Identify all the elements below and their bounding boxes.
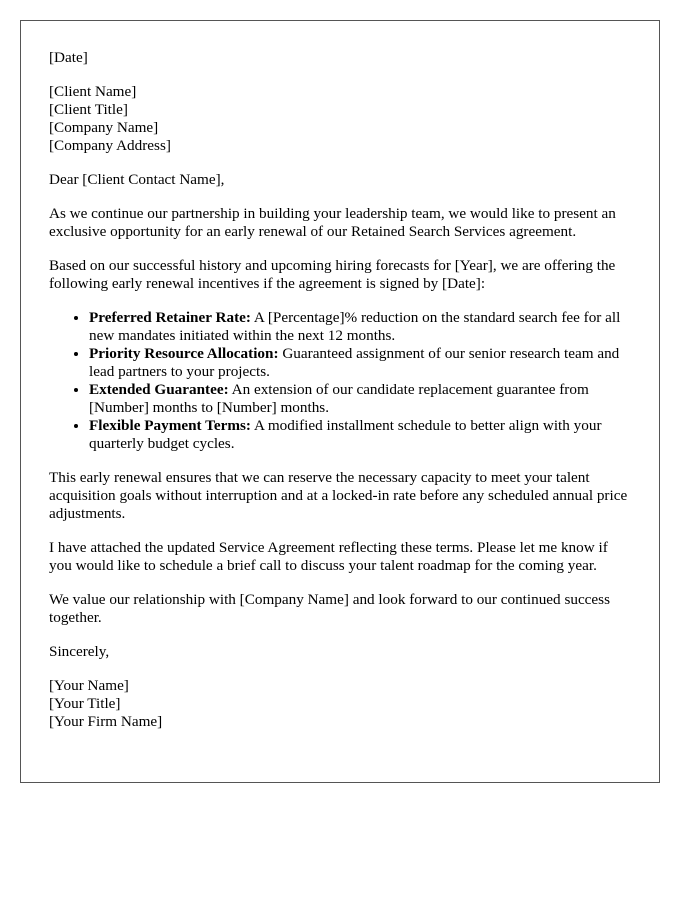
recipient-name: [Client Name]	[49, 83, 137, 100]
sender-name: [Your Name]	[49, 677, 129, 694]
recipient-address: [Company Address]	[49, 137, 171, 154]
offer-paragraph: Based on our successful history and upcoming hiring forecasts for [Year], we are offering the following early renewal incentives if the agreement is signed by [Date]:	[49, 257, 616, 292]
letter	[20, 20, 660, 783]
signoff: Sincerely,	[49, 643, 110, 660]
date-line	[49, 49, 631, 67]
relationship-paragraph: We value our relationship with [Company Name] and look forward to our continued success together.	[49, 591, 610, 626]
letter-date: [Date]	[49, 49, 88, 66]
capacity-paragraph: This early renewal ensures that we can reserve the necessary capacity to meet your talent acquisition goals without interruption and at a locked-in rate before any scheduled annual price adjustments.	[49, 469, 628, 522]
list-item	[89, 417, 631, 453]
incentive-text: A modified installment schedule to better align with your quarterly budget cycles.	[89, 417, 602, 452]
incentives-list	[49, 309, 631, 453]
list-item	[89, 345, 631, 381]
recipient-address-block	[49, 83, 631, 155]
incentive-term: Extended Guarantee:	[89, 381, 229, 398]
intro-paragraph: As we continue our partnership in building your leadership team, we would like to present an exclusive opportunity for an early renewal of our Retained Search Services agreement.	[49, 205, 616, 240]
recipient-title: [Client Title]	[49, 101, 128, 118]
list-item	[89, 309, 631, 345]
list-item	[89, 381, 631, 417]
incentive-text: An extension of our candidate replacement guarantee from [Number] months to [Number] months.	[89, 381, 589, 416]
salutation: Dear [Client Contact Name],	[49, 171, 225, 188]
incentive-text: Guaranteed assignment of our senior research team and lead partners to your projects.	[89, 345, 620, 380]
attachment-paragraph: I have attached the updated Service Agreement reflecting these terms. Please let me know if you would like to schedule a brief call to discuss your talent roadmap for the coming year.	[49, 539, 608, 574]
incentive-term: Flexible Payment Terms:	[89, 417, 251, 434]
sender-title: [Your Title]	[49, 695, 121, 712]
sender-firm: [Your Firm Name]	[49, 713, 163, 730]
incentive-term: Preferred Retainer Rate:	[89, 309, 251, 326]
recipient-company: [Company Name]	[49, 119, 159, 136]
incentive-term: Priority Resource Allocation:	[89, 345, 279, 362]
sender-signature-block	[49, 677, 631, 731]
incentive-text: A [Percentage]% reduction on the standard search fee for all new mandates initiated within the next 12 months.	[89, 309, 621, 344]
